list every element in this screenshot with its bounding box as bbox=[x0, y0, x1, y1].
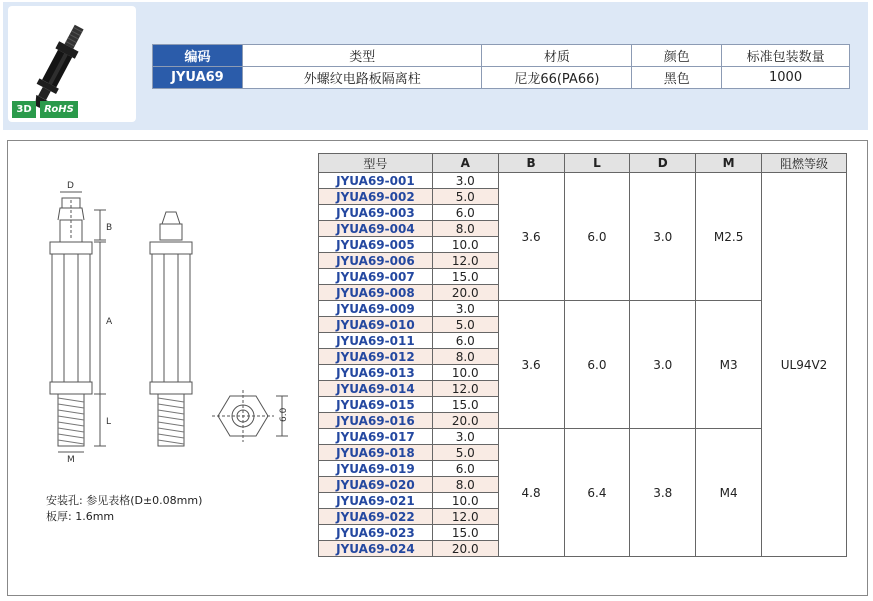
model-cell: JYUA69-014 bbox=[319, 381, 433, 397]
spec-type: 外螺纹电路板隔离柱 bbox=[242, 67, 482, 89]
dim-label-l: L bbox=[106, 417, 112, 427]
model-cell: JYUA69-010 bbox=[319, 317, 433, 333]
model-cell: JYUA69-022 bbox=[319, 509, 433, 525]
spec-header-package-qty: 标准包装数量 bbox=[722, 45, 850, 67]
spec-header-color: 颜色 bbox=[632, 45, 722, 67]
model-cell: JYUA69-009 bbox=[319, 301, 433, 317]
col-header-a: A bbox=[432, 154, 498, 173]
spec-color: 黑色 bbox=[632, 67, 722, 89]
a-cell: 8.0 bbox=[432, 221, 498, 237]
l-cell: 6.0 bbox=[564, 301, 630, 429]
a-cell: 12.0 bbox=[432, 381, 498, 397]
spec-table-row bbox=[153, 67, 850, 89]
a-cell: 5.0 bbox=[432, 189, 498, 205]
a-cell: 5.0 bbox=[432, 317, 498, 333]
d-cell: 3.0 bbox=[630, 301, 696, 429]
board-thickness-note: 板厚: 1.6mm bbox=[46, 510, 115, 523]
3d-badge: 3D bbox=[12, 101, 36, 118]
col-header-model: 型号 bbox=[319, 154, 433, 173]
m-cell: M3 bbox=[696, 301, 762, 429]
technical-drawing bbox=[0, 140, 310, 520]
model-cell: JYUA69-012 bbox=[319, 349, 433, 365]
a-cell: 6.0 bbox=[432, 461, 498, 477]
spec-table-header bbox=[153, 45, 850, 67]
model-cell: JYUA69-006 bbox=[319, 253, 433, 269]
col-header-b: B bbox=[498, 154, 564, 173]
a-cell: 3.0 bbox=[432, 429, 498, 445]
model-cell: JYUA69-001 bbox=[319, 173, 433, 189]
a-cell: 3.0 bbox=[432, 301, 498, 317]
col-header-l: L bbox=[564, 154, 630, 173]
model-cell: JYUA69-023 bbox=[319, 525, 433, 541]
a-cell: 8.0 bbox=[432, 477, 498, 493]
model-cell: JYUA69-017 bbox=[319, 429, 433, 445]
spec-header-code: 编码 bbox=[153, 45, 243, 67]
mounting-hole-note: 安装孔: 参见表格(D±0.08mm) bbox=[46, 494, 203, 507]
spec-table bbox=[152, 44, 850, 89]
table-row bbox=[319, 173, 847, 189]
m-cell: M2.5 bbox=[696, 173, 762, 301]
a-cell: 8.0 bbox=[432, 349, 498, 365]
model-cell: JYUA69-008 bbox=[319, 285, 433, 301]
a-cell: 15.0 bbox=[432, 525, 498, 541]
dimension-table bbox=[318, 153, 847, 557]
spec-code: JYUA69 bbox=[153, 67, 243, 89]
dim-label-hex: 6.0 bbox=[279, 407, 289, 422]
col-header-d: D bbox=[630, 154, 696, 173]
col-header-flame-rating: 阻燃等级 bbox=[762, 154, 847, 173]
dim-label-b: B bbox=[106, 223, 113, 233]
spec-material: 尼龙66(PA66) bbox=[482, 67, 632, 89]
model-cell: JYUA69-013 bbox=[319, 365, 433, 381]
l-cell: 6.0 bbox=[564, 173, 630, 301]
m-cell: M4 bbox=[696, 429, 762, 557]
a-cell: 3.0 bbox=[432, 173, 498, 189]
dim-label-a: A bbox=[106, 317, 113, 327]
dim-label-m: M bbox=[67, 455, 75, 465]
a-cell: 20.0 bbox=[432, 285, 498, 301]
spec-header-type: 类型 bbox=[242, 45, 482, 67]
d-cell: 3.8 bbox=[630, 429, 696, 557]
dim-label-d: D bbox=[67, 181, 74, 191]
model-cell: JYUA69-007 bbox=[319, 269, 433, 285]
l-cell: 6.4 bbox=[564, 429, 630, 557]
a-cell: 15.0 bbox=[432, 397, 498, 413]
model-cell: JYUA69-024 bbox=[319, 541, 433, 557]
model-cell: JYUA69-002 bbox=[319, 189, 433, 205]
model-cell: JYUA69-003 bbox=[319, 205, 433, 221]
a-cell: 15.0 bbox=[432, 269, 498, 285]
model-cell: JYUA69-016 bbox=[319, 413, 433, 429]
col-header-m: M bbox=[696, 154, 762, 173]
dim-table-header bbox=[319, 154, 847, 173]
a-cell: 10.0 bbox=[432, 493, 498, 509]
model-cell: JYUA69-019 bbox=[319, 461, 433, 477]
a-cell: 6.0 bbox=[432, 333, 498, 349]
model-cell: JYUA69-015 bbox=[319, 397, 433, 413]
model-cell: JYUA69-018 bbox=[319, 445, 433, 461]
b-cell: 3.6 bbox=[498, 301, 564, 429]
b-cell: 3.6 bbox=[498, 173, 564, 301]
flame-rating-cell: UL94V2 bbox=[762, 173, 847, 557]
model-cell: JYUA69-011 bbox=[319, 333, 433, 349]
spec-header-material: 材质 bbox=[482, 45, 632, 67]
d-cell: 3.0 bbox=[630, 173, 696, 301]
a-cell: 12.0 bbox=[432, 509, 498, 525]
a-cell: 6.0 bbox=[432, 205, 498, 221]
model-cell: JYUA69-020 bbox=[319, 477, 433, 493]
a-cell: 20.0 bbox=[432, 541, 498, 557]
a-cell: 20.0 bbox=[432, 413, 498, 429]
model-cell: JYUA69-005 bbox=[319, 237, 433, 253]
a-cell: 5.0 bbox=[432, 445, 498, 461]
model-cell: JYUA69-021 bbox=[319, 493, 433, 509]
b-cell: 4.8 bbox=[498, 429, 564, 557]
model-cell: JYUA69-004 bbox=[319, 221, 433, 237]
a-cell: 12.0 bbox=[432, 253, 498, 269]
spec-package-qty: 1000 bbox=[722, 67, 850, 89]
a-cell: 10.0 bbox=[432, 365, 498, 381]
rohs-badge: RoHS bbox=[40, 101, 78, 118]
a-cell: 10.0 bbox=[432, 237, 498, 253]
